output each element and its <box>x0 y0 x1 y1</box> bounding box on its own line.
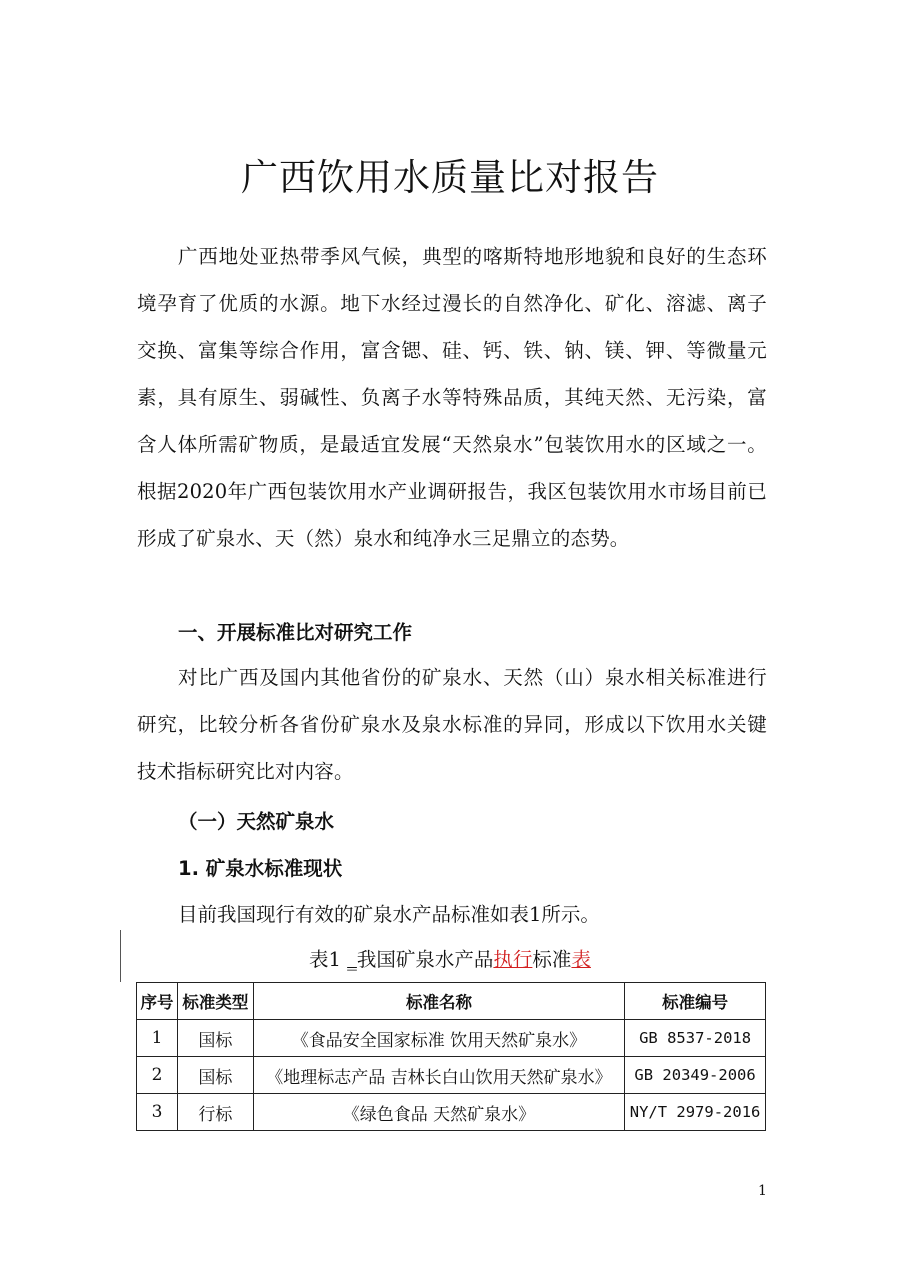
table-header-row <box>137 983 766 1020</box>
header-type: 标准类型 <box>177 983 253 1020</box>
cell-name: 《地理标志产品 吉林长白山饮用天然矿泉水》 <box>253 1057 624 1094</box>
cell-index: 2 <box>137 1057 178 1094</box>
caption-part2: 标准 <box>532 948 572 971</box>
cell-name: 《绿色食品 天然矿泉水》 <box>253 1094 624 1131</box>
caption-tracked-insertion-2: 表 <box>571 948 591 971</box>
section1-paragraph: 对比广西及国内其他省份的矿泉水、天然（山）泉水相关标准进行研究，比较分析各省份矿泉水及泉水标准的异同，形成以下饮用水关键技术指标研究比对内容。 <box>137 666 767 783</box>
cell-code: GB 20349-2006 <box>625 1057 766 1094</box>
table-row <box>137 1094 766 1131</box>
caption-part1: 我国矿泉水产品 <box>356 948 494 971</box>
cell-code: NY/T 2979-2016 <box>625 1094 766 1131</box>
caption-prefix: 表1 <box>309 948 348 971</box>
standards-table <box>136 982 766 1131</box>
cell-type: 行标 <box>177 1094 253 1131</box>
intro-paragraph: 广西地处亚热带季风气候，典型的喀斯特地形地貌和良好的生态环境孕育了优质的水源。地下水经过漫长的自然净化、矿化、溶滤、离子交换、富集等综合作用，富含锶、硅、钙、铁、钠、镁、钾、等微量元素，具有原生、弱碱性、负离子水等特殊品质，其纯天然、无污染，富含人体所需矿物质，是最适宜发展“天然泉水”包装饮用水的区域之一。根据2020年广西包装饮用水产业调研报告，我区包装饮用水市场目前已形成了矿泉水、天（然）泉水和纯净水三足鼎立的态势。 <box>137 245 767 550</box>
cell-index: 3 <box>137 1094 178 1131</box>
page-title: 广西饮用水质量比对报告 <box>241 156 659 199</box>
table-row <box>137 1057 766 1094</box>
header-name: 标准名称 <box>253 983 624 1020</box>
table-row <box>137 1020 766 1057</box>
cell-type: 国标 <box>177 1057 253 1094</box>
cell-index: 1 <box>137 1020 178 1057</box>
table-caption <box>0 944 900 972</box>
cell-code: GB 8537-2018 <box>625 1020 766 1057</box>
caption-tracked-insertion-1: 执行 <box>493 948 533 971</box>
caption-underscore: _ <box>347 948 357 971</box>
cell-name: 《食品安全国家标准 饮用天然矿泉水》 <box>253 1020 624 1057</box>
item-heading-1: 1. 矿泉水标准现状 <box>178 857 343 880</box>
subsection-heading: （一）天然矿泉水 <box>178 810 335 833</box>
header-code: 标准编号 <box>625 983 766 1020</box>
cell-type: 国标 <box>177 1020 253 1057</box>
item1-text: 目前我国现行有效的矿泉水产品标准如表1所示。 <box>178 903 600 926</box>
header-index: 序号 <box>137 983 178 1020</box>
section-heading-1: 一、开展标准比对研究工作 <box>178 621 413 644</box>
page-number: 1 <box>758 1183 767 1199</box>
